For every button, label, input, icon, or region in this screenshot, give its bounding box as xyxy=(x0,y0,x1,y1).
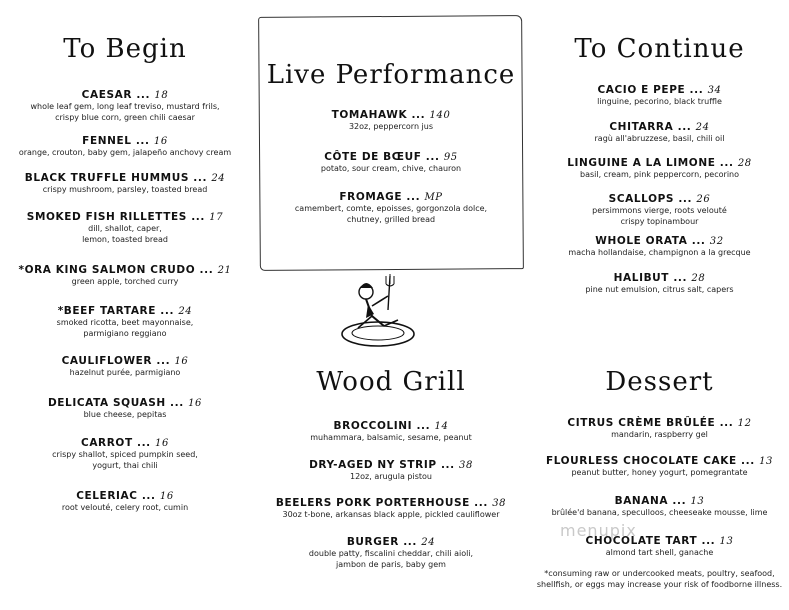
item-name: *BEEF TARTARE xyxy=(57,305,157,317)
item-name: TOMAHAWK xyxy=(331,109,408,121)
menu-item: *BEEF TARTARE ... 24 smoked ricotta, beet mayonnaise, parmigiano reggiano xyxy=(0,305,250,339)
menu-item: FENNEL ... 16 orange, crouton, baby gem, jalapeño anchovy cream xyxy=(0,135,250,159)
item-name: CHITARRA xyxy=(609,121,674,133)
item-price: 24 xyxy=(178,306,193,317)
menu-item: BURGER ... 24 double patty, fiscalini cheddar, chili aioli, jambon de paris, baby gem xyxy=(260,536,522,570)
item-name: BANANA xyxy=(614,495,669,507)
item-price: 28 xyxy=(737,158,752,169)
item-description: green apple, torched curry xyxy=(71,277,179,286)
item-price: 38 xyxy=(458,460,473,471)
item-price: 24 xyxy=(211,173,226,184)
item-price: 14 xyxy=(434,421,449,432)
menu-item: TOMAHAWK ... 140 32oz, peppercorn jus xyxy=(260,109,522,133)
item-price: 13 xyxy=(690,496,705,507)
menu-item: WHOLE ORATA ... 32 macha hollandaise, champignon a la grecque xyxy=(530,235,789,259)
item-description: ragù all'abruzzese, basil, chili oil xyxy=(594,134,725,143)
menu-item: BEELERS PORK PORTERHOUSE ... 38 30oz t-bone, arkansas black apple, pickled cauliflower xyxy=(260,497,522,521)
watermark: menupix xyxy=(560,521,637,540)
item-price: 26 xyxy=(696,194,711,205)
item-price: 24 xyxy=(421,537,436,548)
menu-item: CARROT ... 16 crispy shallot, spiced pumpkin seed, yogurt, thai chili xyxy=(0,437,250,471)
item-name: FENNEL xyxy=(82,135,132,147)
live-performance-frame xyxy=(258,15,524,271)
item-price: 28 xyxy=(691,273,706,284)
item-description: hazelnut purée, parmigiano xyxy=(69,368,181,377)
item-description: crispy mushroom, parsley, toasted bread xyxy=(42,185,208,194)
item-price: 16 xyxy=(159,491,174,502)
item-price: 16 xyxy=(174,356,189,367)
menu-item: CITRUS CRÈME BRÛLÉE ... 12 mandarin, raspberry gel xyxy=(530,417,789,441)
menu-item: CHITARRA ... 24 ragù all'abruzzese, basil, chili oil xyxy=(530,121,789,145)
item-price: 12 xyxy=(737,418,752,429)
item-description: whole leaf gem, long leaf treviso, mustard frils, crispy blue corn, green chili caesar xyxy=(30,102,220,122)
item-name: BLACK TRUFFLE HUMMUS xyxy=(24,172,189,184)
menu-item: CAULIFLOWER ... 16 hazelnut purée, parmigiano xyxy=(0,355,250,379)
menu-item: BLACK TRUFFLE HUMMUS ... 24 crispy mushroom, parsley, toasted bread xyxy=(0,172,250,196)
item-price: 16 xyxy=(188,398,203,409)
item-price: 18 xyxy=(154,90,169,101)
item-name: CHOCOLATE TART xyxy=(585,535,698,547)
item-price: 32 xyxy=(709,236,724,247)
item-name: FROMAGE xyxy=(339,191,403,203)
menu-item: FLOURLESS CHOCOLATE CAKE ... 13 peanut butter, honey yogurt, pomegrantate xyxy=(530,455,789,479)
item-description: brûlée'd banana, speculloos, cheeseake mousse, lime xyxy=(551,508,768,517)
item-price: MP xyxy=(424,192,443,203)
item-description: 12oz, arugula pistou xyxy=(349,472,432,481)
item-price: 140 xyxy=(429,110,451,121)
item-name: BEELERS PORK PORTERHOUSE xyxy=(275,497,470,509)
menu-item: HALIBUT ... 28 pine nut emulsion, citrus salt, capers xyxy=(530,272,789,296)
menu-item: DRY-AGED NY STRIP ... 38 12oz, arugula pistou xyxy=(260,459,522,483)
item-name: BURGER xyxy=(346,536,399,548)
item-description: pine nut emulsion, citrus salt, capers xyxy=(585,285,734,294)
item-description: mandarin, raspberry gel xyxy=(611,430,708,439)
item-name: FLOURLESS CHOCOLATE CAKE xyxy=(545,455,737,467)
item-name: CELERIAC xyxy=(76,490,138,502)
item-description: basil, cream, pink peppercorn, pecorino xyxy=(580,170,739,179)
menu-item: CELERIAC ... 16 root velouté, celery root, cumin xyxy=(0,490,250,514)
item-name: DRY-AGED NY STRIP xyxy=(309,459,437,471)
item-name: SCALLOPS xyxy=(608,193,675,205)
item-price: 16 xyxy=(155,438,169,449)
item-price: 13 xyxy=(759,456,774,467)
item-name: CAULIFLOWER xyxy=(61,355,153,367)
dessert-title: Dessert xyxy=(605,367,714,397)
item-description: macha hollandaise, champignon a la grecque xyxy=(568,248,751,257)
item-description: blue cheese, pepitas xyxy=(83,410,167,419)
menu-item: SCALLOPS ... 26 persimmons vierge, roots velouté crispy topinambour xyxy=(530,193,789,227)
item-name: CAESAR xyxy=(81,89,133,101)
chef-on-plate-illustration xyxy=(328,270,428,354)
item-name: CACIO E PEPE xyxy=(597,84,686,96)
menu-item: BANANA ... 13 brûlée'd banana, speculloos, cheeseake mousse, lime xyxy=(530,495,789,519)
item-name: HALIBUT xyxy=(613,272,670,284)
item-description: crispy shallot, spiced pumpkin seed, yogurt, thai chili xyxy=(52,450,198,470)
disclaimer-note: *consuming raw or undercooked meats, poultry, seafood, shellfish, or eggs may increase your risk of foodborne illness. xyxy=(536,569,783,589)
item-price: 16 xyxy=(153,136,168,147)
item-description: potato, sour cream, chive, chauron xyxy=(320,164,462,173)
item-description: root velouté, celery root, cumin xyxy=(61,503,189,512)
item-price: 95 xyxy=(443,152,458,163)
item-description: almond tart shell, ganache xyxy=(605,548,714,557)
menu-item: *ORA KING SALMON CRUDO ... 21 green apple, torched curry xyxy=(0,264,250,288)
live-performance-title: Live Performance xyxy=(266,60,516,90)
item-name: LINGUINE A LA LIMONE xyxy=(567,157,716,169)
menu-item: BROCCOLINI ... 14 muhammara, balsamic, sesame, peanut xyxy=(260,420,522,444)
item-description: persimmons vierge, roots velouté crispy topinambour xyxy=(592,206,727,226)
item-description: orange, crouton, baby gem, jalapeño anchovy cream xyxy=(18,148,232,157)
item-name: DELICATA SQUASH xyxy=(47,397,166,409)
menu-item: CAESAR ... 18 whole leaf gem, long leaf treviso, mustard frils, crispy blue corn, green chili caesar xyxy=(0,89,250,123)
item-name: CITRUS CRÈME BRÛLÉE xyxy=(567,417,716,429)
item-name: *ORA KING SALMON CRUDO xyxy=(18,264,196,276)
menu-item: CHOCOLATE TART ... 13 almond tart shell, ganache xyxy=(530,535,789,559)
item-name: CÔTE DE BŒUF xyxy=(324,151,422,163)
item-description: linguine, pecorino, black truffle xyxy=(597,97,722,106)
item-name: CARROT xyxy=(81,437,133,449)
item-description: dill, shallot, caper, lemon, toasted bread xyxy=(82,224,168,244)
menu-item: CÔTE DE BŒUF ... 95 potato, sour cream, chive, chauron xyxy=(260,151,522,175)
item-description: peanut butter, honey yogurt, pomegrantate xyxy=(571,468,748,477)
item-description: double patty, fiscalini cheddar, chili aioli, jambon de paris, baby gem xyxy=(308,549,474,569)
item-name: SMOKED FISH RILLETTES xyxy=(26,211,187,223)
item-price: 13 xyxy=(719,536,734,547)
menu-item: FROMAGE ... MP camembert, comte, epoisses, gorgonzola dolce, chutney, grilled bread xyxy=(260,191,522,225)
menu-item: LINGUINE A LA LIMONE ... 28 basil, cream, pink peppercorn, pecorino xyxy=(530,157,789,181)
item-price: 38 xyxy=(492,498,507,509)
item-description: camembert, comte, epoisses, gorgonzola dolce, chutney, grilled bread xyxy=(294,204,488,224)
item-description: 32oz, peppercorn jus xyxy=(348,122,434,131)
item-name: WHOLE ORATA xyxy=(595,235,688,247)
menu-item: DELICATA SQUASH ... 16 blue cheese, pepitas xyxy=(0,397,250,421)
item-price: 34 xyxy=(707,85,722,96)
to-begin-title: To Begin xyxy=(63,34,187,64)
item-description: smoked ricotta, beet mayonnaise, parmigiano reggiano xyxy=(56,318,194,338)
item-price: 21 xyxy=(217,265,232,276)
item-description: 30oz t-bone, arkansas black apple, pickled cauliflower xyxy=(282,510,500,519)
item-name: BROCCOLINI xyxy=(333,420,413,432)
menu-item: SMOKED FISH RILLETTES ... 17 dill, shallot, caper, lemon, toasted bread xyxy=(0,211,250,245)
to-continue-title: To Continue xyxy=(574,34,745,64)
item-description: muhammara, balsamic, sesame, peanut xyxy=(310,433,472,442)
wood-grill-title: Wood Grill xyxy=(316,367,466,397)
item-price: 17 xyxy=(209,212,224,223)
item-price: 24 xyxy=(695,122,710,133)
menu-item: CACIO E PEPE ... 34 linguine, pecorino, black truffle xyxy=(530,84,789,108)
